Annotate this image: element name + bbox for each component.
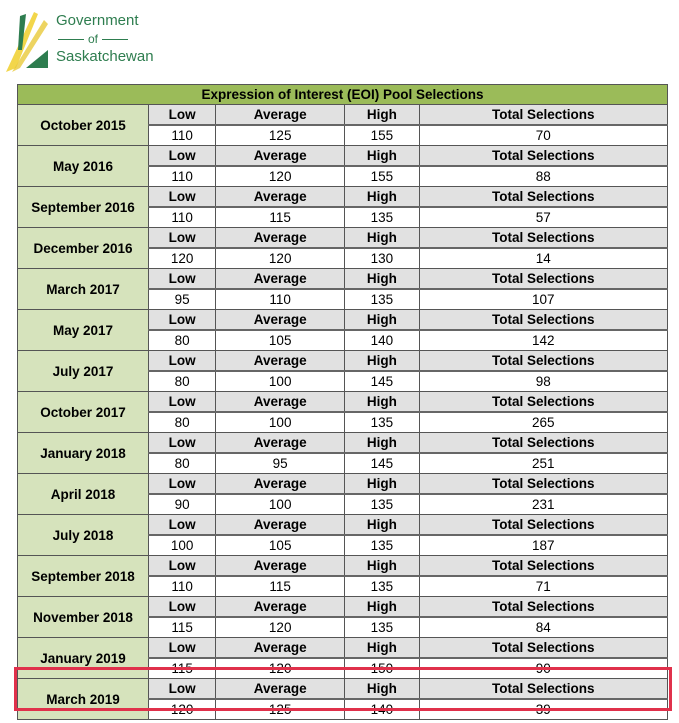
value-cell: 70 (419, 125, 667, 146)
logo-line-saskatchewan: Saskatchewan (56, 48, 154, 65)
column-header-cell: Average (216, 187, 345, 208)
value-cell: 90 (149, 494, 216, 515)
column-header-cell: High (345, 679, 419, 700)
date-cell: January 2018 (18, 433, 149, 474)
table-row-header (18, 269, 668, 290)
date-cell: September 2016 (18, 187, 149, 228)
table-row-header (18, 638, 668, 659)
value-cell: 125 (216, 125, 345, 146)
value-cell: 107 (419, 289, 667, 310)
column-header-cell: Total Selections (419, 392, 667, 413)
value-cell: 135 (345, 494, 419, 515)
column-header-cell: Average (216, 638, 345, 659)
column-header-cell: High (345, 228, 419, 249)
column-header-cell: Low (149, 679, 216, 700)
value-cell: 115 (216, 576, 345, 597)
column-header-cell: Average (216, 310, 345, 331)
value-cell: 95 (216, 453, 345, 474)
value-cell: 120 (149, 699, 216, 720)
column-header-cell: Total Selections (419, 146, 667, 167)
column-header-cell: High (345, 433, 419, 454)
table-row-header (18, 433, 668, 454)
column-header-cell: High (345, 474, 419, 495)
value-cell: 145 (345, 453, 419, 474)
value-cell: 84 (419, 617, 667, 638)
value-cell: 251 (419, 453, 667, 474)
column-header-cell: Average (216, 474, 345, 495)
column-header-cell: Average (216, 679, 345, 700)
column-header-cell: Total Selections (419, 105, 667, 126)
date-cell: September 2018 (18, 556, 149, 597)
value-cell: 100 (216, 494, 345, 515)
column-header-cell: Total Selections (419, 474, 667, 495)
value-cell: 231 (419, 494, 667, 515)
table-row-header (18, 515, 668, 536)
date-cell: October 2015 (18, 105, 149, 146)
value-cell: 135 (345, 535, 419, 556)
table-row-header (18, 556, 668, 577)
date-cell: May 2017 (18, 310, 149, 351)
value-cell: 100 (216, 371, 345, 392)
value-cell: 155 (345, 125, 419, 146)
column-header-cell: High (345, 310, 419, 331)
value-cell: 71 (419, 576, 667, 597)
column-header-cell: High (345, 392, 419, 413)
table-row-header (18, 474, 668, 495)
column-header-cell: Low (149, 392, 216, 413)
table-row-header (18, 392, 668, 413)
value-cell: 115 (216, 207, 345, 228)
value-cell: 130 (345, 248, 419, 269)
value-cell: 57 (419, 207, 667, 228)
column-header-cell: Total Selections (419, 679, 667, 700)
value-cell: 135 (345, 289, 419, 310)
date-cell: April 2018 (18, 474, 149, 515)
value-cell: 110 (149, 207, 216, 228)
column-header-cell: High (345, 638, 419, 659)
column-header-cell: Total Selections (419, 351, 667, 372)
value-cell: 105 (216, 535, 345, 556)
value-cell: 140 (345, 699, 419, 720)
column-header-cell: Low (149, 146, 216, 167)
value-cell: 135 (345, 207, 419, 228)
table-row-header (18, 310, 668, 331)
value-cell: 120 (149, 248, 216, 269)
value-cell: 187 (419, 535, 667, 556)
column-header-cell: Total Selections (419, 187, 667, 208)
column-header-cell: High (345, 146, 419, 167)
date-cell: March 2019 (18, 679, 149, 720)
value-cell: 90 (419, 658, 667, 679)
column-header-cell: Average (216, 597, 345, 618)
value-cell: 100 (149, 535, 216, 556)
table-title: Expression of Interest (EOI) Pool Selections (18, 85, 668, 105)
date-cell: December 2016 (18, 228, 149, 269)
column-header-cell: Low (149, 105, 216, 126)
column-header-cell: Total Selections (419, 597, 667, 618)
value-cell: 80 (149, 330, 216, 351)
column-header-cell: Low (149, 515, 216, 536)
column-header-cell: High (345, 597, 419, 618)
date-cell: March 2017 (18, 269, 149, 310)
eoi-pool-selections-table (17, 84, 668, 720)
logo-line-government: Government (56, 12, 139, 29)
column-header-cell: High (345, 105, 419, 126)
column-header-cell: Low (149, 556, 216, 577)
value-cell: 100 (216, 412, 345, 433)
value-cell: 135 (345, 412, 419, 433)
column-header-cell: High (345, 351, 419, 372)
table-row-header (18, 187, 668, 208)
value-cell: 80 (149, 371, 216, 392)
value-cell: 98 (419, 371, 667, 392)
column-header-cell: Average (216, 105, 345, 126)
column-header-cell: Low (149, 310, 216, 331)
table-row-header (18, 679, 668, 700)
value-cell: 88 (419, 166, 667, 187)
column-header-cell: Low (149, 187, 216, 208)
date-cell: October 2017 (18, 392, 149, 433)
column-header-cell: Average (216, 392, 345, 413)
value-cell: 110 (149, 166, 216, 187)
table-row-header (18, 228, 668, 249)
date-cell: January 2019 (18, 638, 149, 679)
date-cell: May 2016 (18, 146, 149, 187)
column-header-cell: Average (216, 146, 345, 167)
column-header-cell: Average (216, 351, 345, 372)
value-cell: 125 (216, 699, 345, 720)
column-header-cell: Total Selections (419, 556, 667, 577)
column-header-cell: Low (149, 638, 216, 659)
value-cell: 110 (216, 289, 345, 310)
column-header-cell: Total Selections (419, 433, 667, 454)
column-header-cell: High (345, 269, 419, 290)
value-cell: 135 (345, 617, 419, 638)
logo-line-of: of (56, 30, 154, 48)
value-cell: 115 (149, 658, 216, 679)
value-cell: 142 (419, 330, 667, 351)
value-cell: 105 (216, 330, 345, 351)
date-cell: July 2017 (18, 351, 149, 392)
column-header-cell: Total Selections (419, 515, 667, 536)
table-row-header (18, 351, 668, 372)
table-row-header (18, 105, 668, 126)
value-cell: 120 (216, 248, 345, 269)
column-header-cell: Low (149, 269, 216, 290)
column-header-cell: Average (216, 556, 345, 577)
value-cell: 155 (345, 166, 419, 187)
value-cell: 110 (149, 576, 216, 597)
value-cell: 120 (216, 617, 345, 638)
value-cell: 14 (419, 248, 667, 269)
value-cell: 265 (419, 412, 667, 433)
value-cell: 115 (149, 617, 216, 638)
column-header-cell: Average (216, 269, 345, 290)
table-row-header (18, 597, 668, 618)
column-header-cell: High (345, 515, 419, 536)
value-cell: 135 (345, 576, 419, 597)
column-header-cell: Low (149, 597, 216, 618)
value-cell: 80 (149, 412, 216, 433)
date-cell: July 2018 (18, 515, 149, 556)
value-cell: 80 (149, 453, 216, 474)
column-header-cell: Total Selections (419, 310, 667, 331)
table-row-header (18, 146, 668, 167)
column-header-cell: Average (216, 433, 345, 454)
value-cell: 95 (149, 289, 216, 310)
column-header-cell: Average (216, 515, 345, 536)
value-cell: 39 (419, 699, 667, 720)
value-cell: 120 (216, 658, 345, 679)
column-header-cell: Total Selections (419, 638, 667, 659)
value-cell: 110 (149, 125, 216, 146)
value-cell: 150 (345, 658, 419, 679)
column-header-cell: Low (149, 228, 216, 249)
column-header-cell: Average (216, 228, 345, 249)
column-header-cell: High (345, 187, 419, 208)
value-cell: 140 (345, 330, 419, 351)
value-cell: 120 (216, 166, 345, 187)
column-header-cell: Total Selections (419, 269, 667, 290)
column-header-cell: High (345, 556, 419, 577)
column-header-cell: Low (149, 351, 216, 372)
column-header-cell: Low (149, 474, 216, 495)
column-header-cell: Total Selections (419, 228, 667, 249)
date-cell: November 2018 (18, 597, 149, 638)
value-cell: 145 (345, 371, 419, 392)
column-header-cell: Low (149, 433, 216, 454)
